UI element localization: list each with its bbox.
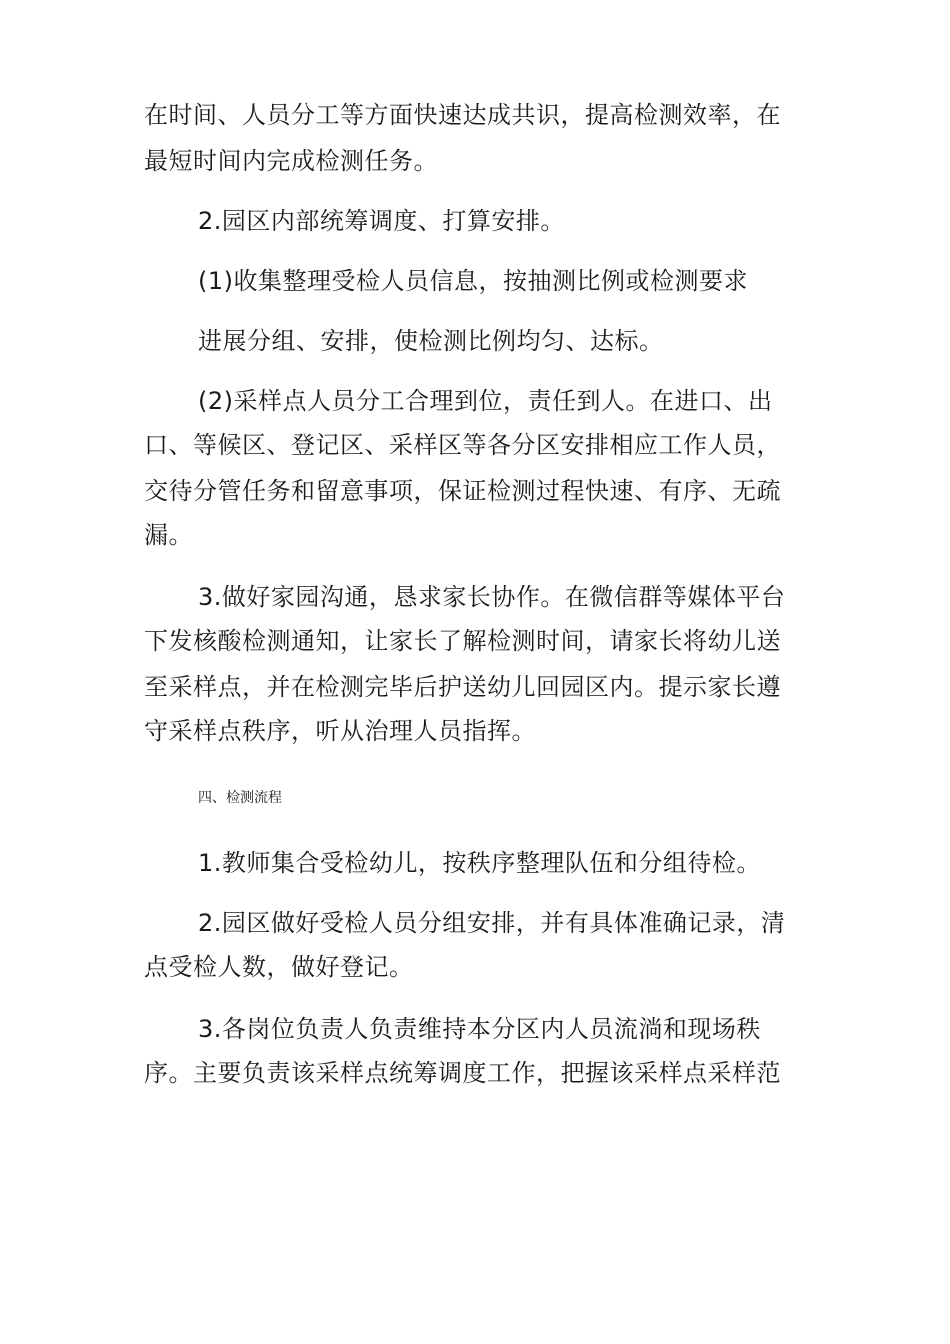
sub-item-line: 漏。 xyxy=(144,521,193,549)
sub-item-line: 交待分管任务和留意事项，保证检测过程快速、有序、无疏 xyxy=(144,477,781,505)
flow-step-line: 1.教师集合受检幼儿，按秩序整理队伍和分组待检。 xyxy=(198,849,761,877)
list-item-line: 3.做好家园沟通，恳求家长协作。在微信群等媒体平台 xyxy=(198,583,786,611)
sub-item-line: 口、等候区、登记区、采样区等各分区安排相应工作人员， xyxy=(144,431,781,459)
flow-step-line: 点受检人数，做好登记。 xyxy=(144,953,414,981)
section-heading: 四、检测流程 xyxy=(198,790,282,806)
sub-item-line: 进展分组、安排，使检测比例均匀、达标。 xyxy=(198,327,664,355)
list-item-line: 守采样点秩序，听从治理人员指挥。 xyxy=(144,717,536,745)
flow-step-line: 2.园区做好受检人员分组安排，并有具体准确记录，清 xyxy=(198,909,786,937)
list-item-line: 至采样点，并在检测完毕后护送幼儿回园区内。提示家长遵 xyxy=(144,673,781,701)
paragraph-line: 最短时间内完成检测任务。 xyxy=(144,147,438,175)
paragraph-line: 在时间、人员分工等方面快速达成共识，提高检测效率，在 xyxy=(144,101,781,129)
flow-step-line: 序。主要负责该采样点统筹调度工作，把握该采样点采样范 xyxy=(144,1059,781,1087)
sub-item-line: (2)采样点人员分工合理到位，责任到人。在进口、出 xyxy=(198,387,773,415)
list-item-line: 下发核酸检测通知，让家长了解检测时间，请家长将幼儿送 xyxy=(144,627,781,655)
flow-step-line: 3.各岗位负责人负责维持本分区内人员流淌和现场秩 xyxy=(198,1015,761,1043)
sub-item-line: (1)收集整理受检人员信息，按抽测比例或检测要求 xyxy=(198,267,748,295)
list-item-heading: 2.园区内部统筹调度、打算安排。 xyxy=(198,207,565,235)
